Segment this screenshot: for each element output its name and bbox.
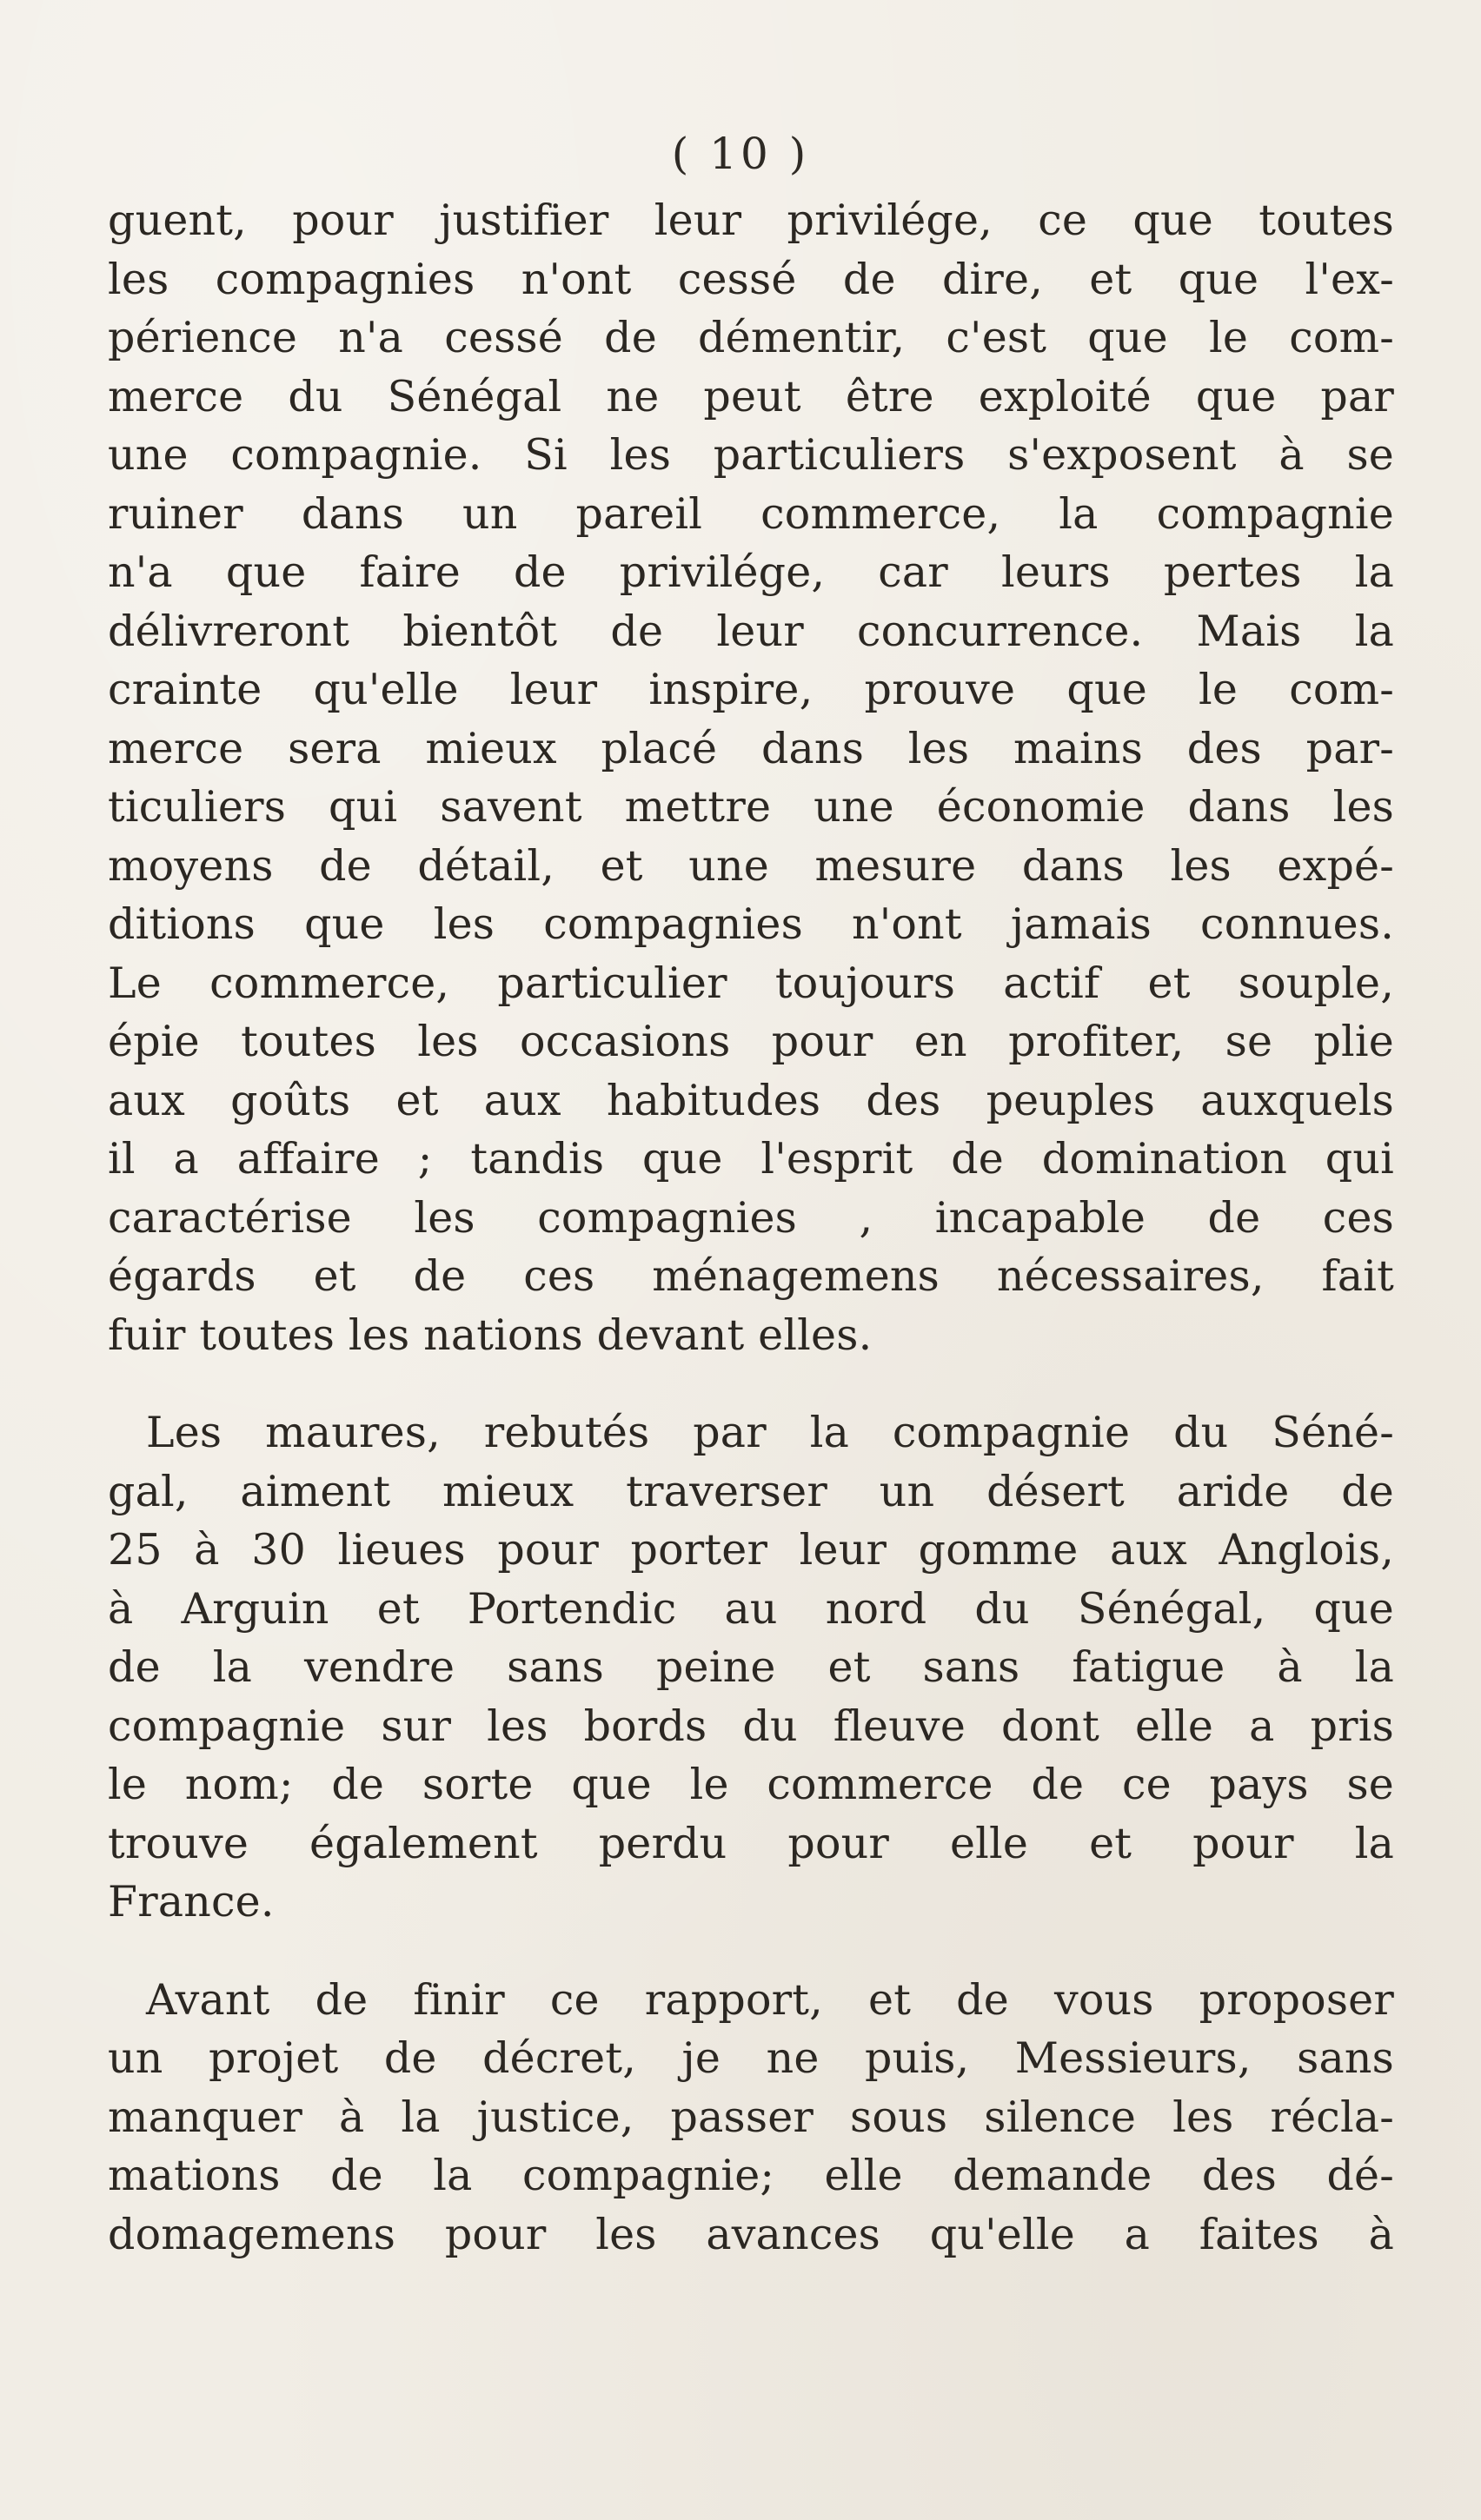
body-text [108, 191, 1394, 2264]
text-line: trouve également perdu pour elle et pour la [108, 1818, 1394, 1868]
text-line: France. [108, 1877, 275, 1926]
text-line: mations de la compagnie; elle demande des dé- [108, 2151, 1394, 2200]
text-line: fuir toutes les nations devant elles. [108, 1310, 873, 1360]
text-line: un projet de décret, je ne puis, Messieurs, sans [108, 2033, 1394, 2083]
text-line: de la vendre sans peine et sans fatigue à la [108, 1642, 1394, 1692]
text-line: Les maures, rebutés par la compagnie du Séné- [146, 1408, 1394, 1457]
text-line: ticuliers qui savent mettre une économie dans les [108, 782, 1394, 832]
text-line: merce du Sénégal ne peut être exploité que par [108, 371, 1394, 421]
text-line: caractérise les compagnies , incapable de ces [108, 1192, 1394, 1243]
paragraph-3 [108, 1971, 1394, 2265]
text-line: périence n'a cessé de démentir, c'est que le com- [108, 313, 1394, 362]
text-line: merce sera mieux placé dans les mains des par- [108, 723, 1394, 773]
text-line: Avant de finir ce rapport, et de vous proposer [146, 1974, 1394, 2025]
text-line: guent, pour justifier leur privilége, ce que toutes [108, 196, 1394, 245]
text-line: moyens de détail, et une mesure dans les expé- [108, 840, 1394, 891]
text-line: aux goûts et aux habitudes des peuples auxquels [108, 1075, 1394, 1125]
text-line: Le commerce, particulier toujours actif et souple, [108, 958, 1394, 1008]
text-line: ruiner dans un pareil commerce, la compagnie [108, 488, 1394, 539]
page-number: ( 10 ) [671, 129, 810, 179]
text-line: ditions que les compagnies n'ont jamais connues. [108, 899, 1394, 949]
text-line: le nom; de sorte que le commerce de ce pays se [108, 1760, 1394, 1809]
text-line: n'a que faire de privilége, car leurs pertes la [108, 547, 1394, 597]
text-line: compagnie sur les bords du fleuve dont elle a pris [108, 1701, 1394, 1751]
paragraph-gap [108, 1364, 1394, 1403]
text-line: manquer à la justice, passer sous silence les récla- [108, 2092, 1394, 2142]
text-line: gal, aiment mieux traverser un désert aride de [108, 1466, 1394, 1516]
text-line: les compagnies n'ont cessé de dire, et que l'ex- [108, 254, 1394, 304]
text-line: crainte qu'elle leur inspire, prouve que le com- [108, 665, 1394, 714]
text-line: à Arguin et Portendic au nord du Sénégal, que [108, 1583, 1394, 1634]
paragraph-2 [108, 1403, 1394, 1932]
text-line: il a affaire ; tandis que l'esprit de domination qui [108, 1134, 1394, 1184]
text-line: égards et de ces ménagemens nécessaires, fait [108, 1251, 1394, 1301]
paragraph-gap [108, 1932, 1394, 1971]
text-line: domagemens pour les avances qu'elle a faites à [108, 2209, 1394, 2259]
paragraph-1 [108, 191, 1394, 1364]
text-line: une compagnie. Si les particuliers s'exposent à se [108, 430, 1394, 480]
text-line: 25 à 30 lieues pour porter leur gomme aux Anglois, [108, 1525, 1394, 1575]
text-line: délivreront bientôt de leur concurrence. Mais la [108, 606, 1394, 656]
text-line: épie toutes les occasions pour en profiter, se plie [108, 1017, 1394, 1066]
